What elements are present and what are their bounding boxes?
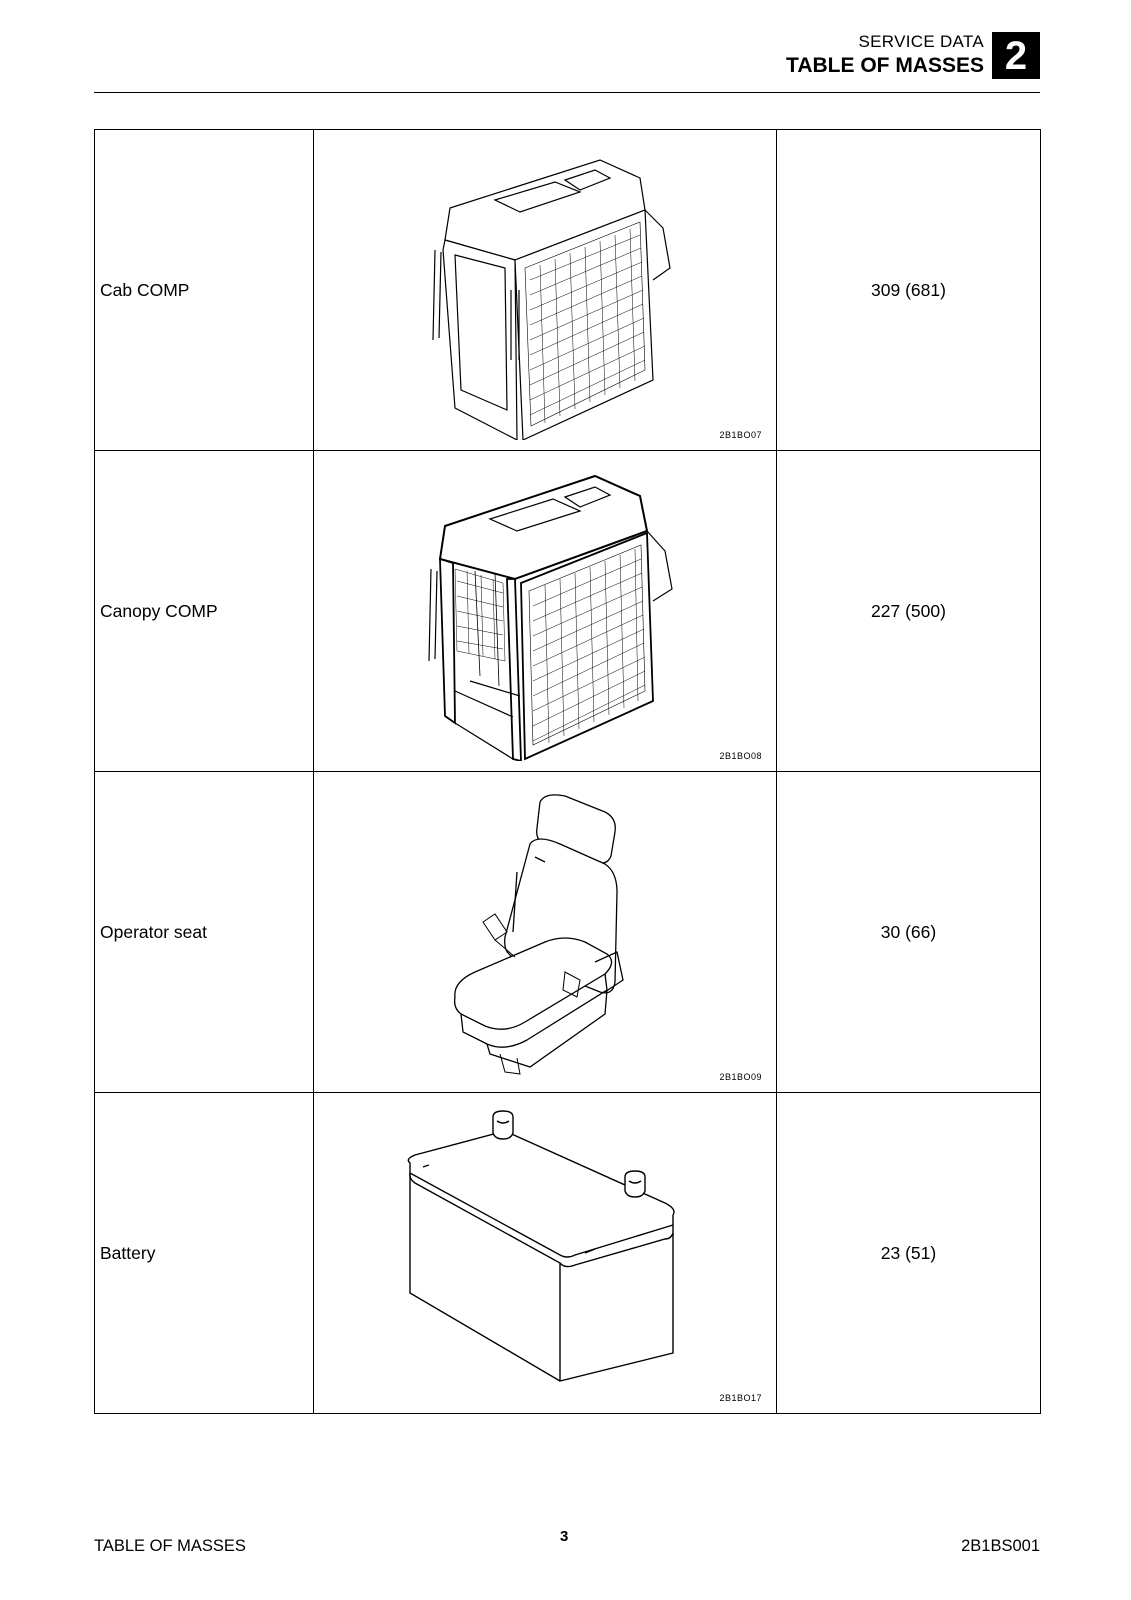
- table-row: [95, 130, 1041, 451]
- page-title: TABLE OF MASSES: [786, 54, 984, 77]
- component-mass: 30 (66): [777, 772, 1041, 1093]
- component-mass: 23 (51): [777, 1093, 1041, 1414]
- figure-code: 2B1BO17: [719, 1393, 762, 1403]
- component-name: Battery: [95, 1093, 314, 1414]
- footer-section-title: TABLE OF MASSES: [94, 1537, 246, 1555]
- cab-illustration: [395, 140, 695, 440]
- table-row: [95, 1093, 1041, 1414]
- page-number: 3: [560, 1528, 569, 1545]
- figure-code: 2B1BO09: [719, 1072, 762, 1082]
- chapter-badge: 2: [992, 32, 1040, 79]
- component-figure: [314, 1093, 777, 1414]
- table-row: [95, 451, 1041, 772]
- component-figure: [314, 772, 777, 1093]
- component-name: Cab COMP: [95, 130, 314, 451]
- component-figure: [314, 130, 777, 451]
- component-name: Canopy COMP: [95, 451, 314, 772]
- page-header: [94, 28, 1040, 93]
- figure-code: 2B1BO08: [719, 751, 762, 761]
- section-label: SERVICE DATA: [858, 32, 984, 51]
- component-mass: 227 (500): [777, 451, 1041, 772]
- masses-table: [94, 129, 1041, 1414]
- canopy-illustration: [395, 461, 695, 761]
- document-code: 2B1BS001: [961, 1537, 1040, 1555]
- component-name: Operator seat: [95, 772, 314, 1093]
- table-row: [95, 772, 1041, 1093]
- component-figure: [314, 451, 777, 772]
- component-mass: 309 (681): [777, 130, 1041, 451]
- seat-illustration: [395, 782, 695, 1082]
- battery-illustration: [395, 1103, 695, 1403]
- figure-code: 2B1BO07: [719, 430, 762, 440]
